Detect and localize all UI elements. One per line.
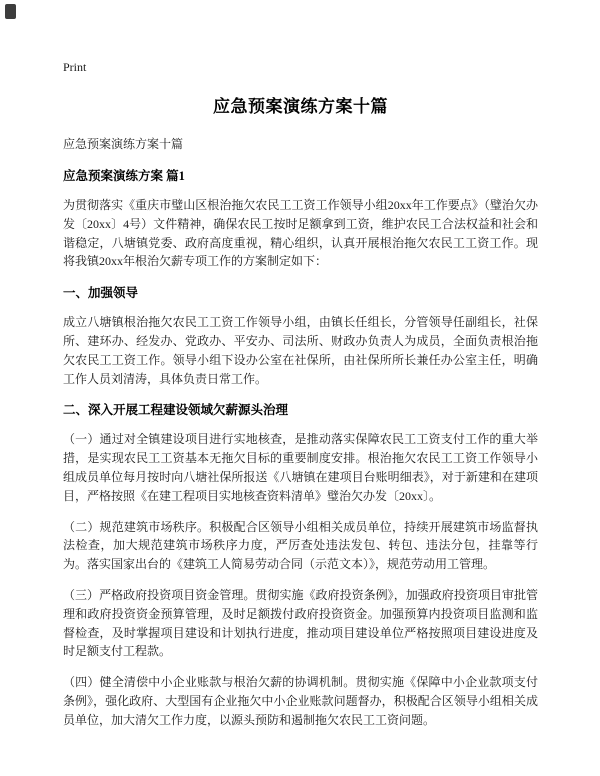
section-heading-1: 一、加强领导 bbox=[63, 286, 139, 301]
paragraph-item-3: （三）严格政府投资项目资金管理。贯彻实施《政府投资条例》，加强政府投资项目审批管理和政府投资资金预算管理，及时足额拨付政府投资资金。加强预算内投资项目监测和监督检查，及时掌握项目建设和计划执行进度，推动项目建设单位严格按照项目建设进度及时足额支付工程款。 bbox=[63, 587, 538, 659]
paragraph-item-4: （四）健全清偿中小企业账款与根治欠薪的协调机制。贯彻实施《保障中小企业款项支付条例》，强化政府、大型国有企业拖欠中小企业账款问题督办，积极配合区领导小组相关成员单位，加大清欠工作力度，以源头预防和遏制拖欠农民工工资问题。 bbox=[63, 675, 538, 727]
doc-subtitle: 应急预案演练方案十篇 bbox=[63, 137, 184, 151]
section-heading-2: 二、深入开展工程建设领域欠薪源头治理 bbox=[63, 403, 289, 418]
print-button[interactable]: Print bbox=[63, 60, 87, 74]
paragraph-leadership: 成立八塘镇根治拖欠农民工工资工作领导小组，由镇长任组长，分管领导任副组长，社保所、建环办、经发办、党政办、平安办、司法所、财政办负责人为成员，全面负责根治拖欠农民工工资工作。领导小组下设办公室在社保所，由社保所所长兼任办公室主任，明确工作人员刘清涛，具体负责日常工作。 bbox=[63, 315, 538, 386]
paragraph-item-1: （一）通过对全镇建设项目进行实地核查，是推动落实保障农民工工资支付工作的重大举措，是实现农民工工资基本无拖欠目标的重要制度安排。根治拖欠农民工工资工作领导小组成员单位每月按时向八塘社保所报送《八塘镇在建项目台账明细表》，对于新建和在建项目，严格按照《在建工程项目实地核查资料清单》璧治欠办发〔20xx〕。 bbox=[63, 432, 538, 503]
page-title: 应急预案演练方案十篇 bbox=[213, 97, 388, 116]
section-heading-part1: 应急预案演练方案 篇1 bbox=[63, 169, 185, 183]
corner-icon bbox=[5, 4, 16, 19]
paragraph-item-2: （二）规范建筑市场秩序。积极配合区领导小组相关成员单位，持续开展建筑市场监督执法检查，加大规范建筑市场秩序力度，严厉查处违法发包、转包、违法分包，挂靠等行为。落实国家出台的《建筑工人简易劳动合同（示范文本）》，规范劳动用工管理。 bbox=[63, 519, 538, 572]
paragraph-intro: 为贯彻落实《重庆市璧山区根治拖欠农民工工资工作领导小组20xx年工作要点》（璧治欠办发〔20xx〕4号）文件精神，确保农民工按时足额拿到工资，维护农民工合法权益和社会和谐稳定，八塘镇党委、政府高度重视，精心组织，认真开展根治拖欠农民工工资工作。现将我镇20xx年根治欠薪专项工作的方案制定如下： bbox=[63, 198, 538, 269]
